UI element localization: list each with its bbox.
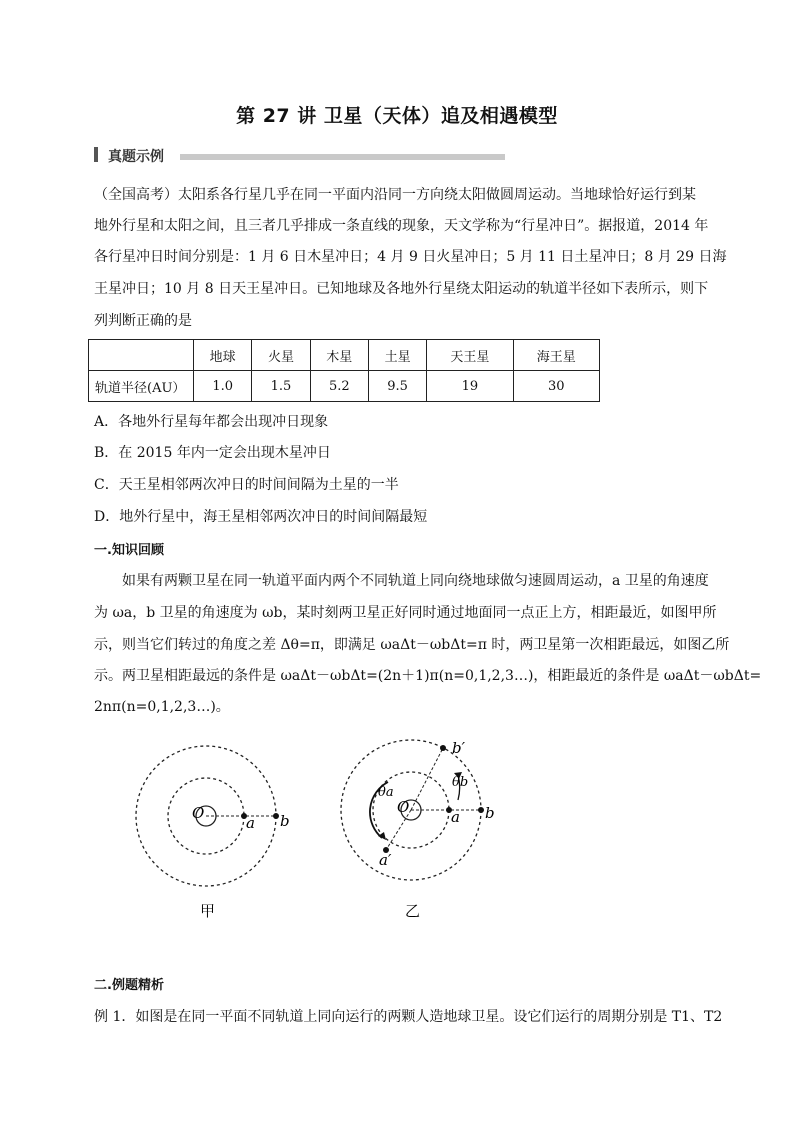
knowledge-line-5: 2nπ(n=0,1,2,3…)。 (94, 699, 230, 715)
section-rule (180, 154, 505, 160)
option-d: D．地外行星中，海王星相邻两次冲日的时间间隔最短 (94, 509, 428, 525)
table-cell: 30 (513, 371, 599, 402)
table-row (89, 371, 600, 402)
knowledge-heading: 一.知识回顾 (94, 543, 164, 558)
table-cell: 9.5 (368, 371, 426, 402)
table-cell: 1.5 (252, 371, 310, 402)
label-a: a (246, 814, 255, 832)
question-line-4: 王星冲日；10 月 8 日天王星冲日。已知地球及各地外行星绕太阳运动的轨道半径如下表所示，则下 (94, 281, 709, 297)
figure-right (341, 739, 495, 920)
table-cell (89, 340, 194, 371)
satellite-b-prime (440, 745, 446, 751)
label-o: O (192, 804, 205, 822)
table-cell: 19 (427, 371, 513, 402)
question-line-2: 地外行星和太阳之间，且三者几乎排成一条直线的现象，天文学称为“行星冲日”。据报道，2014 年 (94, 218, 709, 234)
label-o: O (397, 798, 410, 816)
label-a: a (451, 808, 460, 826)
example-1-line: 例 1．如图是在同一平面不同轨道上同向运行的两颗人造地球卫星。设它们运行的周期分别是 T1、T2 (94, 1009, 723, 1025)
section-label: 真题示例 (108, 149, 164, 165)
table-cell: 地球 (194, 340, 252, 371)
question-line-3: 各行星冲日时间分别是：1 月 6 日木星冲日；4 月 9 日火星冲日；5 月 11 日土星冲日；8 月 29 日海 (94, 249, 727, 265)
example-heading: 二.例题精析 (94, 978, 164, 993)
option-b: B．在 2015 年内一定会出现木星冲日 (94, 445, 331, 461)
question-line-5: 列判断正确的是 (94, 313, 192, 329)
page-title: 第 27 讲 卫星（天体）追及相遇模型 (236, 105, 558, 127)
table-cell: 木星 (310, 340, 368, 371)
table-cell: 土星 (368, 340, 426, 371)
question-line-1: （全国高考）太阳系各行星几乎在同一平面内沿同一方向绕太阳做圆周运动。当地球恰好运行到某 (94, 187, 696, 203)
option-a: A．各地外行星每年都会出现冲日现象 (94, 414, 329, 430)
label-b-prime: b′ (452, 739, 466, 757)
orbit-diagram (120, 720, 510, 940)
label-theta-a: θa (378, 785, 394, 800)
label-b: b (280, 812, 290, 830)
table-cell: 1.0 (194, 371, 252, 402)
table-row-label: 轨道半径(AU） (89, 371, 194, 402)
caption-left: 甲 (200, 902, 216, 920)
label-b: b (485, 804, 495, 822)
label-theta-b: θb (452, 775, 469, 790)
section-marker (94, 147, 98, 162)
table-cell: 天王星 (427, 340, 513, 371)
section-header-examples (94, 146, 414, 164)
table-cell: 火星 (252, 340, 310, 371)
label-a-prime: a′ (379, 851, 392, 869)
table-header-row (89, 340, 600, 371)
orbit-radius-table (88, 339, 600, 402)
knowledge-line-2: 为 ωa，b 卫星的角速度为 ωb，某时刻两卫星正好同时通过地面同一点正上方，相距最近，如图甲所 (94, 605, 717, 621)
radius-line-b-prime (411, 748, 443, 810)
satellite-b (273, 813, 279, 819)
arrow-theta-a (378, 832, 386, 840)
table-cell: 海王星 (513, 340, 599, 371)
knowledge-line-3: 示，则当它们转过的角度之差 Δθ=π，即满足 ωaΔt－ωbΔt=π 时，两卫星第一次相距最远，如图乙所 (94, 637, 730, 653)
figure-left (136, 746, 290, 920)
caption-right: 乙 (405, 902, 421, 920)
satellite-b (478, 807, 484, 813)
option-c: C．天王星相邻两次冲日的时间间隔为土星的一半 (94, 477, 399, 493)
knowledge-line-1: 如果有两颗卫星在同一轨道平面内两个不同轨道上同向绕地球做匀速圆周运动，a 卫星的角速度 (122, 573, 709, 589)
knowledge-line-4: 示。两卫星相距最远的条件是 ωaΔt－ωbΔt=(2n＋1)π(n=0,1,2,3…)，相距最近的条件是 ωaΔt－ωbΔt= (94, 668, 762, 684)
table-cell: 5.2 (310, 371, 368, 402)
radius-line-a-prime (386, 810, 411, 850)
